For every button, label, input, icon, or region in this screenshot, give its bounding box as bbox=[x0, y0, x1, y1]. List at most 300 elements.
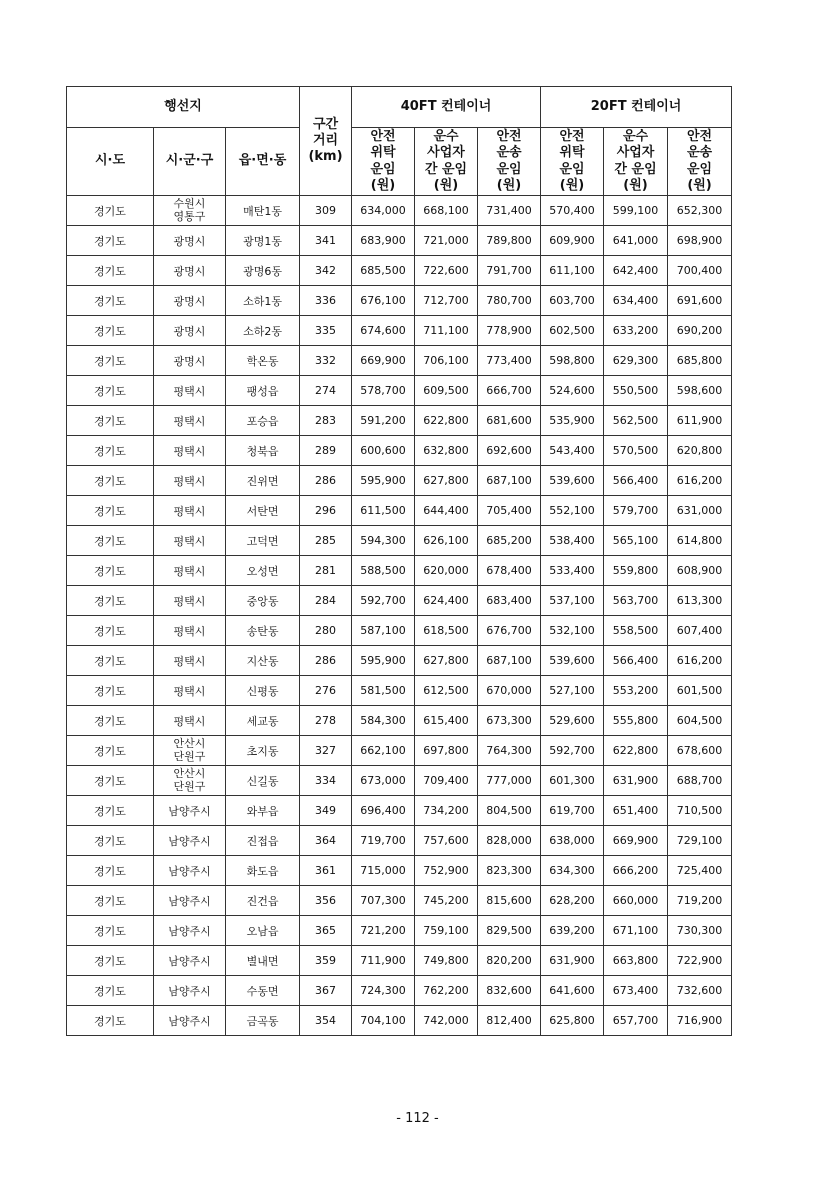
sigungu-line: 단원구 bbox=[173, 749, 206, 763]
table-row bbox=[67, 406, 732, 436]
rate-40ft-safe-consign: 595,900 bbox=[352, 646, 415, 676]
rate-40ft-safe-transport: 687,100 bbox=[478, 466, 541, 496]
rate-40ft-safe-consign: 595,900 bbox=[352, 466, 415, 496]
rate-20ft-safe-consign: 538,400 bbox=[541, 526, 604, 556]
sido-cell: 경기도 bbox=[67, 946, 154, 976]
header-20ft-safe-transport: 안전 운송 운임 (원) bbox=[668, 128, 732, 196]
rate-20ft-safe-transport: 725,400 bbox=[668, 856, 732, 886]
sigungu-cell bbox=[154, 256, 226, 286]
rate-20ft-safe-transport: 616,200 bbox=[668, 466, 732, 496]
rate-40ft-safe-transport: 820,200 bbox=[478, 946, 541, 976]
sigungu-cell bbox=[154, 526, 226, 556]
rate-20ft-safe-consign: 527,100 bbox=[541, 676, 604, 706]
rate-20ft-safe-consign: 543,400 bbox=[541, 436, 604, 466]
sigungu-cell bbox=[154, 766, 226, 796]
rate-20ft-safe-transport: 685,800 bbox=[668, 346, 732, 376]
rate-20ft-safe-transport: 710,500 bbox=[668, 796, 732, 826]
rate-20ft-safe-transport: 598,600 bbox=[668, 376, 732, 406]
sigungu-line: 평택시 bbox=[173, 594, 206, 608]
table-row bbox=[67, 1006, 732, 1036]
sigungu-line: 평택시 bbox=[173, 564, 206, 578]
rate-40ft-safe-consign: 581,500 bbox=[352, 676, 415, 706]
header-distance: 구간 거리 (km) bbox=[300, 87, 352, 196]
rate-40ft-operator: 742,000 bbox=[415, 1006, 478, 1036]
rate-20ft-safe-transport: 607,400 bbox=[668, 616, 732, 646]
rate-40ft-safe-consign: 578,700 bbox=[352, 376, 415, 406]
rate-40ft-safe-transport: 828,000 bbox=[478, 826, 541, 856]
rate-20ft-operator: 553,200 bbox=[604, 676, 668, 706]
rate-20ft-safe-transport: 611,900 bbox=[668, 406, 732, 436]
rate-20ft-safe-transport: 678,600 bbox=[668, 736, 732, 766]
rate-20ft-safe-transport: 616,200 bbox=[668, 646, 732, 676]
distance-cell: 367 bbox=[300, 976, 352, 1006]
rate-20ft-safe-consign: 603,700 bbox=[541, 286, 604, 316]
rate-20ft-safe-transport: 688,700 bbox=[668, 766, 732, 796]
sido-cell: 경기도 bbox=[67, 616, 154, 646]
dong-cell: 진접읍 bbox=[226, 826, 300, 856]
rate-40ft-operator: 711,100 bbox=[415, 316, 478, 346]
distance-cell: 365 bbox=[300, 916, 352, 946]
rate-20ft-operator: 559,800 bbox=[604, 556, 668, 586]
sigungu-cell bbox=[154, 316, 226, 346]
sido-cell: 경기도 bbox=[67, 496, 154, 526]
sido-cell: 경기도 bbox=[67, 256, 154, 286]
sigungu-cell bbox=[154, 556, 226, 586]
rate-20ft-safe-consign: 641,600 bbox=[541, 976, 604, 1006]
rate-20ft-operator: 631,900 bbox=[604, 766, 668, 796]
rate-20ft-operator: 641,000 bbox=[604, 226, 668, 256]
sigungu-cell bbox=[154, 406, 226, 436]
table-row bbox=[67, 856, 732, 886]
dong-cell: 학온동 bbox=[226, 346, 300, 376]
rate-20ft-operator: 562,500 bbox=[604, 406, 668, 436]
rate-40ft-safe-consign: 611,500 bbox=[352, 496, 415, 526]
sido-cell: 경기도 bbox=[67, 766, 154, 796]
rate-20ft-safe-transport: 614,800 bbox=[668, 526, 732, 556]
header-sigungu: 시·군·구 bbox=[154, 128, 226, 196]
table-row bbox=[67, 376, 732, 406]
sigungu-line: 평택시 bbox=[173, 504, 206, 518]
rate-40ft-operator: 627,800 bbox=[415, 646, 478, 676]
distance-cell: 349 bbox=[300, 796, 352, 826]
rate-20ft-safe-consign: 537,100 bbox=[541, 586, 604, 616]
table-row bbox=[67, 226, 732, 256]
rate-40ft-safe-consign: 724,300 bbox=[352, 976, 415, 1006]
rate-40ft-safe-consign: 592,700 bbox=[352, 586, 415, 616]
dong-cell: 지산동 bbox=[226, 646, 300, 676]
rate-40ft-operator: 759,100 bbox=[415, 916, 478, 946]
sigungu-line: 안산시 bbox=[173, 767, 206, 781]
rate-40ft-safe-consign: 662,100 bbox=[352, 736, 415, 766]
rate-20ft-safe-transport: 690,200 bbox=[668, 316, 732, 346]
rate-40ft-operator: 668,100 bbox=[415, 196, 478, 226]
sigungu-cell bbox=[154, 346, 226, 376]
rate-40ft-safe-transport: 666,700 bbox=[478, 376, 541, 406]
sido-cell: 경기도 bbox=[67, 466, 154, 496]
dong-cell: 송탄동 bbox=[226, 616, 300, 646]
sigungu-line: 안산시 bbox=[173, 737, 206, 751]
rate-40ft-operator: 632,800 bbox=[415, 436, 478, 466]
distance-cell: 309 bbox=[300, 196, 352, 226]
header-40ft: 40FT 컨테이너 bbox=[352, 87, 541, 128]
rate-20ft-operator: 663,800 bbox=[604, 946, 668, 976]
table-row bbox=[67, 676, 732, 706]
rate-20ft-operator: 666,200 bbox=[604, 856, 668, 886]
distance-cell: 332 bbox=[300, 346, 352, 376]
rate-40ft-operator: 749,800 bbox=[415, 946, 478, 976]
rate-40ft-safe-consign: 719,700 bbox=[352, 826, 415, 856]
rate-20ft-operator: 565,100 bbox=[604, 526, 668, 556]
rate-20ft-safe-consign: 628,200 bbox=[541, 886, 604, 916]
rate-40ft-operator: 627,800 bbox=[415, 466, 478, 496]
rate-40ft-operator: 709,400 bbox=[415, 766, 478, 796]
dong-cell: 고덕면 bbox=[226, 526, 300, 556]
sigungu-line: 광명시 bbox=[173, 234, 206, 248]
sido-cell: 경기도 bbox=[67, 916, 154, 946]
rate-40ft-safe-transport: 789,800 bbox=[478, 226, 541, 256]
sigungu-cell bbox=[154, 466, 226, 496]
sigungu-cell bbox=[154, 646, 226, 676]
sigungu-line: 남양주시 bbox=[168, 924, 211, 938]
dong-cell: 청북읍 bbox=[226, 436, 300, 466]
sigungu-cell bbox=[154, 496, 226, 526]
rate-20ft-safe-consign: 634,300 bbox=[541, 856, 604, 886]
rate-20ft-operator: 566,400 bbox=[604, 466, 668, 496]
rate-40ft-safe-transport: 685,200 bbox=[478, 526, 541, 556]
rate-40ft-safe-consign: 584,300 bbox=[352, 706, 415, 736]
rate-40ft-safe-consign: 600,600 bbox=[352, 436, 415, 466]
sido-cell: 경기도 bbox=[67, 406, 154, 436]
rate-20ft-safe-consign: 638,000 bbox=[541, 826, 604, 856]
rate-40ft-safe-consign: 588,500 bbox=[352, 556, 415, 586]
rate-40ft-safe-consign: 685,500 bbox=[352, 256, 415, 286]
sigungu-cell bbox=[154, 796, 226, 826]
table-row bbox=[67, 766, 732, 796]
sido-cell: 경기도 bbox=[67, 646, 154, 676]
distance-cell: 334 bbox=[300, 766, 352, 796]
rate-40ft-operator: 615,400 bbox=[415, 706, 478, 736]
sigungu-line: 단원구 bbox=[173, 779, 206, 793]
rate-20ft-operator: 651,400 bbox=[604, 796, 668, 826]
table-row bbox=[67, 616, 732, 646]
rate-40ft-safe-transport: 678,400 bbox=[478, 556, 541, 586]
dong-cell: 금곡동 bbox=[226, 1006, 300, 1036]
rate-20ft-operator: 558,500 bbox=[604, 616, 668, 646]
table-row bbox=[67, 586, 732, 616]
distance-cell: 284 bbox=[300, 586, 352, 616]
distance-cell: 327 bbox=[300, 736, 352, 766]
distance-cell: 283 bbox=[300, 406, 352, 436]
rate-40ft-safe-transport: 683,400 bbox=[478, 586, 541, 616]
sigungu-line: 남양주시 bbox=[168, 1014, 211, 1028]
table-row bbox=[67, 436, 732, 466]
rate-20ft-safe-transport: 601,500 bbox=[668, 676, 732, 706]
rate-40ft-operator: 622,800 bbox=[415, 406, 478, 436]
dong-cell: 소하1동 bbox=[226, 286, 300, 316]
header-40ft-operator-rate: 운수 사업자 간 운임 (원) bbox=[415, 128, 478, 196]
sigungu-line: 남양주시 bbox=[168, 864, 211, 878]
table-row bbox=[67, 916, 732, 946]
sigungu-line: 남양주시 bbox=[168, 834, 211, 848]
rate-40ft-operator: 609,500 bbox=[415, 376, 478, 406]
rate-20ft-safe-consign: 532,100 bbox=[541, 616, 604, 646]
rate-20ft-safe-consign: 598,800 bbox=[541, 346, 604, 376]
rate-20ft-safe-consign: 602,500 bbox=[541, 316, 604, 346]
table-row bbox=[67, 736, 732, 766]
rate-20ft-safe-transport: 732,600 bbox=[668, 976, 732, 1006]
sido-cell: 경기도 bbox=[67, 556, 154, 586]
sido-cell: 경기도 bbox=[67, 376, 154, 406]
sigungu-cell bbox=[154, 946, 226, 976]
rate-20ft-operator: 642,400 bbox=[604, 256, 668, 286]
sido-cell: 경기도 bbox=[67, 286, 154, 316]
sigungu-cell bbox=[154, 736, 226, 766]
distance-cell: 336 bbox=[300, 286, 352, 316]
table-row bbox=[67, 496, 732, 526]
rate-40ft-safe-transport: 780,700 bbox=[478, 286, 541, 316]
header-20ft-operator-rate: 운수 사업자 간 운임 (원) bbox=[604, 128, 668, 196]
dong-cell: 팽성읍 bbox=[226, 376, 300, 406]
sigungu-line: 평택시 bbox=[173, 414, 206, 428]
sido-cell: 경기도 bbox=[67, 796, 154, 826]
rate-20ft-safe-consign: 619,700 bbox=[541, 796, 604, 826]
sigungu-cell bbox=[154, 886, 226, 916]
rate-20ft-safe-consign: 524,600 bbox=[541, 376, 604, 406]
rate-40ft-safe-transport: 687,100 bbox=[478, 646, 541, 676]
dong-cell: 오성면 bbox=[226, 556, 300, 586]
header-sido: 시·도 bbox=[67, 128, 154, 196]
rate-40ft-safe-consign: 721,200 bbox=[352, 916, 415, 946]
sido-cell: 경기도 bbox=[67, 826, 154, 856]
rate-40ft-safe-transport: 692,600 bbox=[478, 436, 541, 466]
rate-20ft-safe-consign: 529,600 bbox=[541, 706, 604, 736]
distance-cell: 285 bbox=[300, 526, 352, 556]
rate-20ft-safe-consign: 539,600 bbox=[541, 466, 604, 496]
rate-40ft-safe-consign: 587,100 bbox=[352, 616, 415, 646]
sido-cell: 경기도 bbox=[67, 886, 154, 916]
dong-cell: 광명1동 bbox=[226, 226, 300, 256]
rate-20ft-safe-consign: 631,900 bbox=[541, 946, 604, 976]
table-row bbox=[67, 706, 732, 736]
distance-cell: 286 bbox=[300, 646, 352, 676]
sigungu-line: 평택시 bbox=[173, 534, 206, 548]
table-row bbox=[67, 556, 732, 586]
sido-cell: 경기도 bbox=[67, 976, 154, 1006]
sido-cell: 경기도 bbox=[67, 706, 154, 736]
rate-20ft-safe-transport: 722,900 bbox=[668, 946, 732, 976]
rate-40ft-safe-consign: 674,600 bbox=[352, 316, 415, 346]
sido-cell: 경기도 bbox=[67, 196, 154, 226]
rate-40ft-operator: 644,400 bbox=[415, 496, 478, 526]
distance-cell: 296 bbox=[300, 496, 352, 526]
dong-cell: 매탄1동 bbox=[226, 196, 300, 226]
dong-cell: 포승읍 bbox=[226, 406, 300, 436]
distance-cell: 361 bbox=[300, 856, 352, 886]
rate-40ft-safe-transport: 778,900 bbox=[478, 316, 541, 346]
rate-40ft-operator: 612,500 bbox=[415, 676, 478, 706]
sigungu-cell bbox=[154, 196, 226, 226]
rate-20ft-safe-transport: 691,600 bbox=[668, 286, 732, 316]
rate-20ft-operator: 622,800 bbox=[604, 736, 668, 766]
table-row bbox=[67, 826, 732, 856]
rate-20ft-safe-transport: 604,500 bbox=[668, 706, 732, 736]
sigungu-cell bbox=[154, 856, 226, 886]
distance-cell: 341 bbox=[300, 226, 352, 256]
rate-40ft-operator: 626,100 bbox=[415, 526, 478, 556]
sido-cell: 경기도 bbox=[67, 676, 154, 706]
rate-40ft-operator: 618,500 bbox=[415, 616, 478, 646]
rate-20ft-safe-consign: 535,900 bbox=[541, 406, 604, 436]
distance-cell: 280 bbox=[300, 616, 352, 646]
sigungu-cell bbox=[154, 706, 226, 736]
rate-40ft-operator: 620,000 bbox=[415, 556, 478, 586]
rate-40ft-safe-transport: 777,000 bbox=[478, 766, 541, 796]
rate-20ft-operator: 673,400 bbox=[604, 976, 668, 1006]
distance-cell: 359 bbox=[300, 946, 352, 976]
rate-20ft-operator: 671,100 bbox=[604, 916, 668, 946]
rate-20ft-operator: 566,400 bbox=[604, 646, 668, 676]
rate-40ft-safe-transport: 832,600 bbox=[478, 976, 541, 1006]
rate-40ft-operator: 697,800 bbox=[415, 736, 478, 766]
table-row bbox=[67, 526, 732, 556]
rate-20ft-operator: 599,100 bbox=[604, 196, 668, 226]
rate-40ft-safe-consign: 715,000 bbox=[352, 856, 415, 886]
rate-40ft-safe-consign: 707,300 bbox=[352, 886, 415, 916]
rate-20ft-operator: 657,700 bbox=[604, 1006, 668, 1036]
sigungu-cell bbox=[154, 616, 226, 646]
table-row bbox=[67, 466, 732, 496]
rate-20ft-safe-consign: 601,300 bbox=[541, 766, 604, 796]
header-40ft-safe-transport: 안전 운송 운임 (원) bbox=[478, 128, 541, 196]
rate-20ft-safe-transport: 608,900 bbox=[668, 556, 732, 586]
dong-cell: 신평동 bbox=[226, 676, 300, 706]
header-eupmyeondong: 읍·면·동 bbox=[226, 128, 300, 196]
rate-20ft-safe-consign: 539,600 bbox=[541, 646, 604, 676]
rate-40ft-operator: 721,000 bbox=[415, 226, 478, 256]
table-row bbox=[67, 346, 732, 376]
rate-40ft-safe-transport: 829,500 bbox=[478, 916, 541, 946]
sigungu-cell bbox=[154, 376, 226, 406]
rate-40ft-safe-transport: 731,400 bbox=[478, 196, 541, 226]
sido-cell: 경기도 bbox=[67, 346, 154, 376]
rate-40ft-safe-consign: 711,900 bbox=[352, 946, 415, 976]
rate-40ft-operator: 752,900 bbox=[415, 856, 478, 886]
rate-20ft-safe-transport: 631,000 bbox=[668, 496, 732, 526]
rate-20ft-operator: 633,200 bbox=[604, 316, 668, 346]
sigungu-cell bbox=[154, 226, 226, 256]
dong-cell: 초지동 bbox=[226, 736, 300, 766]
rate-40ft-safe-consign: 673,000 bbox=[352, 766, 415, 796]
header-40ft-safe-consign: 안전 위탁 운임 (원) bbox=[352, 128, 415, 196]
dong-cell: 광명6동 bbox=[226, 256, 300, 286]
sido-cell: 경기도 bbox=[67, 226, 154, 256]
sido-cell: 경기도 bbox=[67, 586, 154, 616]
rate-20ft-safe-consign: 611,100 bbox=[541, 256, 604, 286]
sigungu-cell bbox=[154, 676, 226, 706]
sigungu-cell bbox=[154, 976, 226, 1006]
table-row bbox=[67, 196, 732, 226]
sigungu-cell bbox=[154, 1006, 226, 1036]
rate-20ft-safe-consign: 592,700 bbox=[541, 736, 604, 766]
rate-20ft-safe-transport: 700,400 bbox=[668, 256, 732, 286]
rate-20ft-safe-transport: 652,300 bbox=[668, 196, 732, 226]
sigungu-line: 평택시 bbox=[173, 384, 206, 398]
rate-20ft-safe-transport: 620,800 bbox=[668, 436, 732, 466]
distance-cell: 274 bbox=[300, 376, 352, 406]
rate-20ft-safe-transport: 613,300 bbox=[668, 586, 732, 616]
sido-cell: 경기도 bbox=[67, 526, 154, 556]
sigungu-line: 평택시 bbox=[173, 444, 206, 458]
rate-20ft-operator: 555,800 bbox=[604, 706, 668, 736]
table-row bbox=[67, 796, 732, 826]
sigungu-line: 평택시 bbox=[173, 474, 206, 488]
table-row bbox=[67, 976, 732, 1006]
dong-cell: 중앙동 bbox=[226, 586, 300, 616]
sigungu-line: 평택시 bbox=[173, 624, 206, 638]
distance-cell: 364 bbox=[300, 826, 352, 856]
rate-20ft-safe-consign: 639,200 bbox=[541, 916, 604, 946]
distance-cell: 354 bbox=[300, 1006, 352, 1036]
rate-20ft-operator: 629,300 bbox=[604, 346, 668, 376]
sigungu-line: 광명시 bbox=[173, 354, 206, 368]
rate-40ft-safe-transport: 676,700 bbox=[478, 616, 541, 646]
sigungu-line: 남양주시 bbox=[168, 984, 211, 998]
sido-cell: 경기도 bbox=[67, 436, 154, 466]
dong-cell: 세교동 bbox=[226, 706, 300, 736]
rate-20ft-operator: 570,500 bbox=[604, 436, 668, 466]
sigungu-line: 영통구 bbox=[173, 209, 206, 223]
rate-20ft-safe-consign: 609,900 bbox=[541, 226, 604, 256]
rate-40ft-safe-consign: 634,000 bbox=[352, 196, 415, 226]
rate-40ft-operator: 745,200 bbox=[415, 886, 478, 916]
table-row bbox=[67, 646, 732, 676]
sigungu-cell bbox=[154, 916, 226, 946]
rate-20ft-safe-consign: 533,400 bbox=[541, 556, 604, 586]
rate-40ft-operator: 757,600 bbox=[415, 826, 478, 856]
rate-20ft-safe-transport: 730,300 bbox=[668, 916, 732, 946]
rate-40ft-safe-transport: 812,400 bbox=[478, 1006, 541, 1036]
sigungu-line: 광명시 bbox=[173, 264, 206, 278]
dong-cell: 오남읍 bbox=[226, 916, 300, 946]
rate-40ft-safe-transport: 804,500 bbox=[478, 796, 541, 826]
rate-40ft-safe-transport: 670,000 bbox=[478, 676, 541, 706]
header-20ft: 20FT 컨테이너 bbox=[541, 87, 732, 128]
sigungu-cell bbox=[154, 826, 226, 856]
rate-40ft-safe-transport: 764,300 bbox=[478, 736, 541, 766]
rate-40ft-operator: 722,600 bbox=[415, 256, 478, 286]
rate-20ft-safe-consign: 625,800 bbox=[541, 1006, 604, 1036]
table-body bbox=[67, 196, 732, 1036]
rate-20ft-safe-transport: 716,900 bbox=[668, 1006, 732, 1036]
distance-cell: 276 bbox=[300, 676, 352, 706]
rate-20ft-safe-consign: 552,100 bbox=[541, 496, 604, 526]
rate-40ft-safe-transport: 705,400 bbox=[478, 496, 541, 526]
rate-40ft-operator: 706,100 bbox=[415, 346, 478, 376]
distance-cell: 356 bbox=[300, 886, 352, 916]
rate-20ft-safe-transport: 719,200 bbox=[668, 886, 732, 916]
rate-40ft-safe-transport: 791,700 bbox=[478, 256, 541, 286]
distance-cell: 335 bbox=[300, 316, 352, 346]
distance-cell: 342 bbox=[300, 256, 352, 286]
rate-40ft-safe-transport: 823,300 bbox=[478, 856, 541, 886]
rate-40ft-operator: 734,200 bbox=[415, 796, 478, 826]
sigungu-line: 남양주시 bbox=[168, 954, 211, 968]
sido-cell: 경기도 bbox=[67, 316, 154, 346]
sigungu-line: 평택시 bbox=[173, 714, 206, 728]
sigungu-cell bbox=[154, 286, 226, 316]
rate-40ft-safe-transport: 773,400 bbox=[478, 346, 541, 376]
sigungu-line: 평택시 bbox=[173, 654, 206, 668]
